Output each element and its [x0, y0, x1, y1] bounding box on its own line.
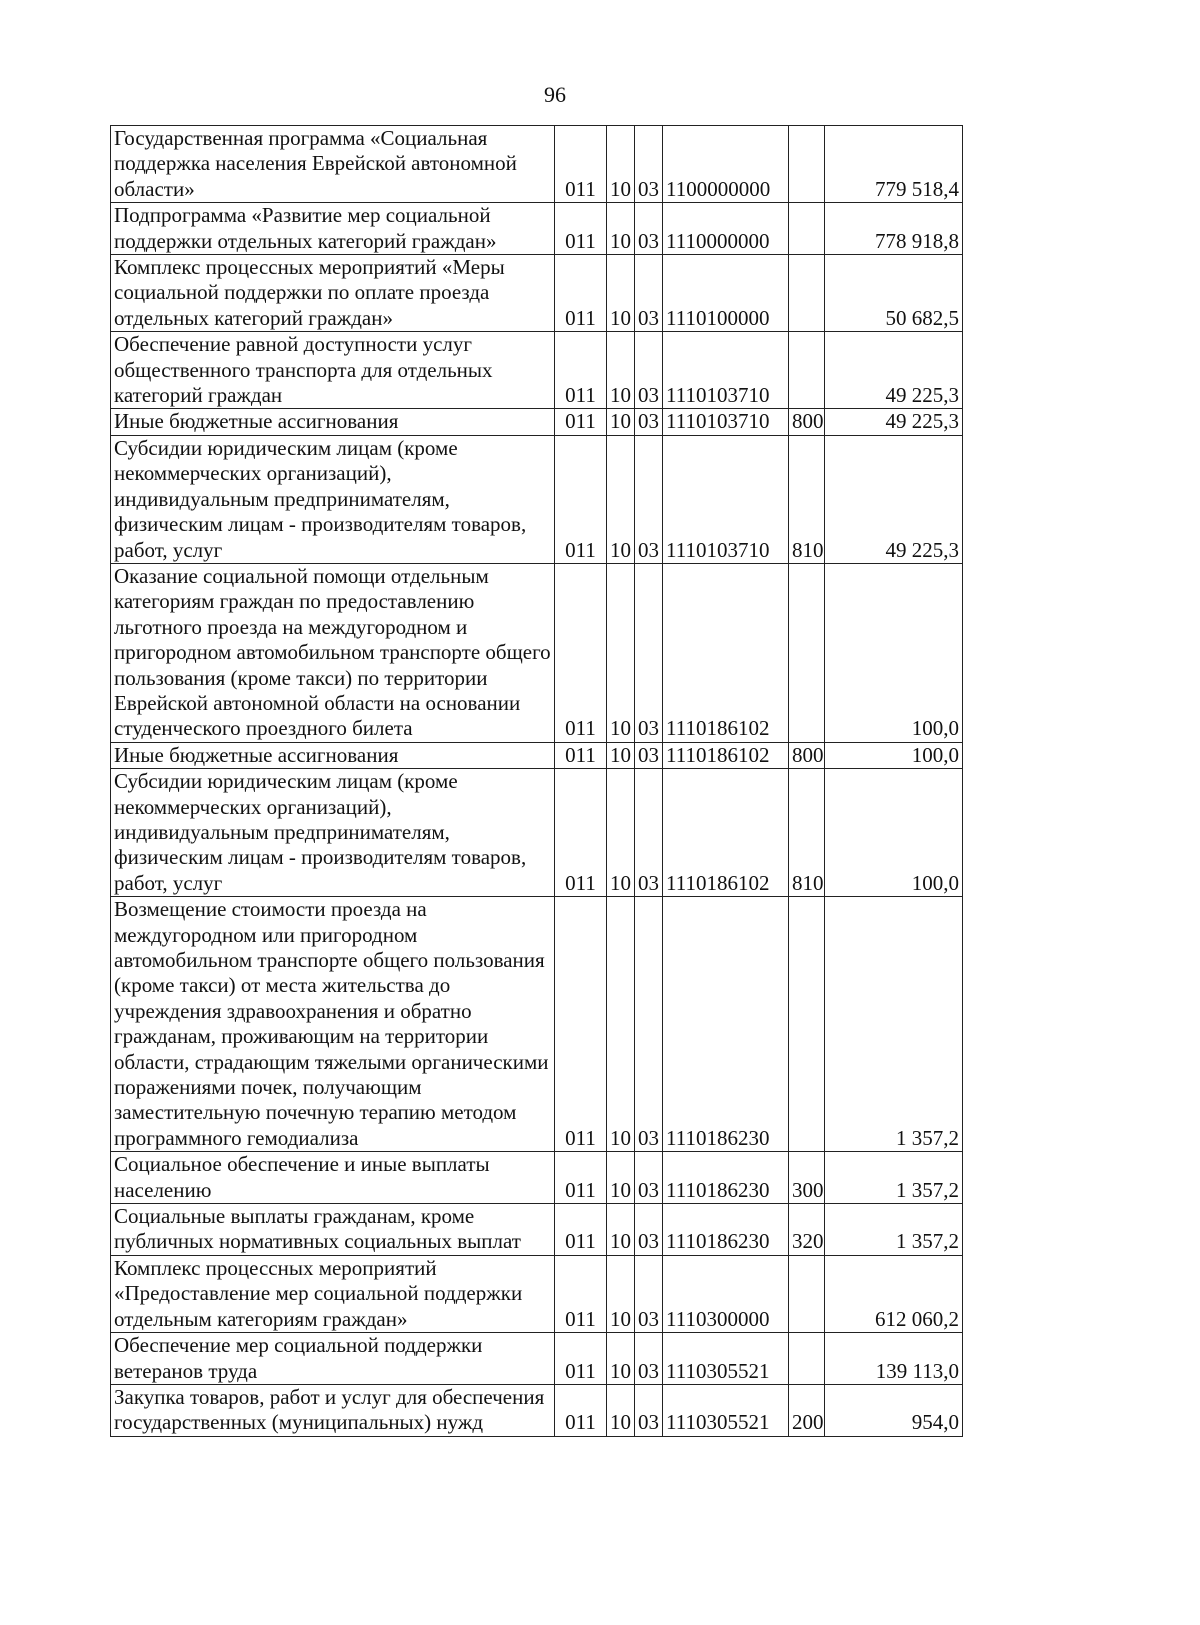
row-expense-type-cell [789, 126, 825, 203]
row-expense-type-cell [789, 897, 825, 1152]
budget-table-body [111, 126, 963, 1437]
row-ministry-code-cell: 011 [555, 1255, 607, 1332]
row-target-article-cell: 1110000000 [663, 203, 789, 255]
row-amount-cell: 779 518,4 [825, 126, 963, 203]
row-section-code-cell: 10 [607, 1255, 635, 1332]
row-section-code-cell: 10 [607, 1333, 635, 1385]
table-row [111, 1384, 963, 1436]
table-row [111, 409, 963, 435]
table-row [111, 435, 963, 563]
row-expense-type-cell: 800 [789, 742, 825, 768]
row-subsection-code-cell: 03 [635, 1384, 663, 1436]
row-name-cell: Возмещение стоимости проезда на междугородном или пригородном автомобильном транспорте общего пользования (кроме такси) от места жительства до учреждения здравоохранения и обратно гражданам, проживающим на территории области, страдающим тяжелыми органическими поражениями почек, получающим заместительную почечную терапию методом программного гемодиализа [111, 897, 555, 1152]
row-amount-cell: 1 357,2 [825, 1152, 963, 1204]
row-expense-type-cell: 810 [789, 769, 825, 897]
row-subsection-code-cell: 03 [635, 126, 663, 203]
table-row [111, 255, 963, 332]
table-row [111, 1204, 963, 1256]
row-ministry-code-cell: 011 [555, 742, 607, 768]
row-ministry-code-cell: 011 [555, 203, 607, 255]
row-subsection-code-cell: 03 [635, 1255, 663, 1332]
row-section-code-cell: 10 [607, 742, 635, 768]
row-name-cell: Социальные выплаты гражданам, кроме публичных нормативных социальных выплат [111, 1204, 555, 1256]
row-subsection-code-cell: 03 [635, 435, 663, 563]
row-subsection-code-cell: 03 [635, 1204, 663, 1256]
row-amount-cell: 612 060,2 [825, 1255, 963, 1332]
row-expense-type-cell [789, 1255, 825, 1332]
row-expense-type-cell: 810 [789, 435, 825, 563]
row-section-code-cell: 10 [607, 409, 635, 435]
row-target-article-cell: 1110305521 [663, 1333, 789, 1385]
row-amount-cell: 139 113,0 [825, 1333, 963, 1385]
row-ministry-code-cell: 011 [555, 435, 607, 563]
row-section-code-cell: 10 [607, 255, 635, 332]
row-ministry-code-cell: 011 [555, 409, 607, 435]
row-target-article-cell: 1110186230 [663, 897, 789, 1152]
table-row [111, 1333, 963, 1385]
row-name-cell: Социальное обеспечение и иные выплаты населению [111, 1152, 555, 1204]
row-subsection-code-cell: 03 [635, 409, 663, 435]
row-name-cell: Государственная программа «Социальная поддержка населения Еврейской автономной области» [111, 126, 555, 203]
row-amount-cell: 50 682,5 [825, 255, 963, 332]
row-ministry-code-cell: 011 [555, 563, 607, 742]
row-expense-type-cell [789, 203, 825, 255]
row-amount-cell: 100,0 [825, 769, 963, 897]
page-number: 96 [544, 82, 566, 107]
row-target-article-cell: 1110186102 [663, 769, 789, 897]
row-expense-type-cell [789, 332, 825, 409]
row-section-code-cell: 10 [607, 563, 635, 742]
table-row [111, 897, 963, 1152]
row-section-code-cell: 10 [607, 126, 635, 203]
table-row [111, 126, 963, 203]
budget-table [110, 125, 963, 1437]
table-row [111, 742, 963, 768]
row-amount-cell: 49 225,3 [825, 409, 963, 435]
row-amount-cell: 100,0 [825, 563, 963, 742]
row-name-cell: Закупка товаров, работ и услуг для обеспечения государственных (муниципальных) нужд [111, 1384, 555, 1436]
row-amount-cell: 49 225,3 [825, 435, 963, 563]
row-target-article-cell: 1110305521 [663, 1384, 789, 1436]
row-section-code-cell: 10 [607, 1152, 635, 1204]
row-subsection-code-cell: 03 [635, 769, 663, 897]
row-subsection-code-cell: 03 [635, 1333, 663, 1385]
row-name-cell: Комплекс процессных мероприятий «Меры социальной поддержки по оплате проезда отдельных категорий граждан» [111, 255, 555, 332]
row-section-code-cell: 10 [607, 897, 635, 1152]
row-section-code-cell: 10 [607, 1204, 635, 1256]
row-section-code-cell: 10 [607, 203, 635, 255]
row-ministry-code-cell: 011 [555, 332, 607, 409]
row-name-cell: Оказание социальной помощи отдельным категориям граждан по предоставлению льготного проезда на междугородном и пригородном автомобильном транспорте общего пользования (кроме такси) по территории Еврейской автономной области на основании студенческого проездного билета [111, 563, 555, 742]
row-amount-cell: 1 357,2 [825, 897, 963, 1152]
row-target-article-cell: 1110103710 [663, 332, 789, 409]
row-amount-cell: 100,0 [825, 742, 963, 768]
row-expense-type-cell: 200 [789, 1384, 825, 1436]
row-section-code-cell: 10 [607, 769, 635, 897]
row-subsection-code-cell: 03 [635, 332, 663, 409]
row-section-code-cell: 10 [607, 435, 635, 563]
row-subsection-code-cell: 03 [635, 742, 663, 768]
row-name-cell: Комплекс процессных мероприятий «Предоставление мер социальной поддержки отдельным категориям граждан» [111, 1255, 555, 1332]
row-ministry-code-cell: 011 [555, 1333, 607, 1385]
row-name-cell: Субсидии юридическим лицам (кроме некоммерческих организаций), индивидуальным предпринимателям, физическим лицам - производителям товаров, работ, услуг [111, 769, 555, 897]
row-target-article-cell: 1110300000 [663, 1255, 789, 1332]
row-section-code-cell: 10 [607, 1384, 635, 1436]
row-ministry-code-cell: 011 [555, 1152, 607, 1204]
row-subsection-code-cell: 03 [635, 203, 663, 255]
row-target-article-cell: 1110186102 [663, 563, 789, 742]
table-row [111, 332, 963, 409]
row-expense-type-cell: 800 [789, 409, 825, 435]
row-target-article-cell: 1110186102 [663, 742, 789, 768]
row-subsection-code-cell: 03 [635, 563, 663, 742]
row-amount-cell: 49 225,3 [825, 332, 963, 409]
row-target-article-cell: 1110186230 [663, 1204, 789, 1256]
row-amount-cell: 778 918,8 [825, 203, 963, 255]
row-ministry-code-cell: 011 [555, 1384, 607, 1436]
row-ministry-code-cell: 011 [555, 769, 607, 897]
row-target-article-cell: 1100000000 [663, 126, 789, 203]
row-subsection-code-cell: 03 [635, 1152, 663, 1204]
table-row [111, 1255, 963, 1332]
table-row [111, 769, 963, 897]
row-subsection-code-cell: 03 [635, 255, 663, 332]
row-amount-cell: 1 357,2 [825, 1204, 963, 1256]
row-ministry-code-cell: 011 [555, 255, 607, 332]
row-target-article-cell: 1110103710 [663, 409, 789, 435]
row-amount-cell: 954,0 [825, 1384, 963, 1436]
row-target-article-cell: 1110103710 [663, 435, 789, 563]
row-name-cell: Обеспечение равной доступности услуг общественного транспорта для отдельных категорий граждан [111, 332, 555, 409]
row-target-article-cell: 1110186230 [663, 1152, 789, 1204]
row-expense-type-cell: 320 [789, 1204, 825, 1256]
row-expense-type-cell [789, 563, 825, 742]
row-subsection-code-cell: 03 [635, 897, 663, 1152]
row-name-cell: Иные бюджетные ассигнования [111, 409, 555, 435]
table-row [111, 563, 963, 742]
row-section-code-cell: 10 [607, 332, 635, 409]
table-row [111, 203, 963, 255]
row-target-article-cell: 1110100000 [663, 255, 789, 332]
row-name-cell: Иные бюджетные ассигнования [111, 742, 555, 768]
row-expense-type-cell: 300 [789, 1152, 825, 1204]
table-row [111, 1152, 963, 1204]
row-expense-type-cell [789, 255, 825, 332]
row-ministry-code-cell: 011 [555, 897, 607, 1152]
row-ministry-code-cell: 011 [555, 1204, 607, 1256]
row-name-cell: Обеспечение мер социальной поддержки ветеранов труда [111, 1333, 555, 1385]
row-name-cell: Подпрограмма «Развитие мер социальной поддержки отдельных категорий граждан» [111, 203, 555, 255]
row-expense-type-cell [789, 1333, 825, 1385]
row-ministry-code-cell: 011 [555, 126, 607, 203]
row-name-cell: Субсидии юридическим лицам (кроме некоммерческих организаций), индивидуальным предпринимателям, физическим лицам - производителям товаров, работ, услуг [111, 435, 555, 563]
